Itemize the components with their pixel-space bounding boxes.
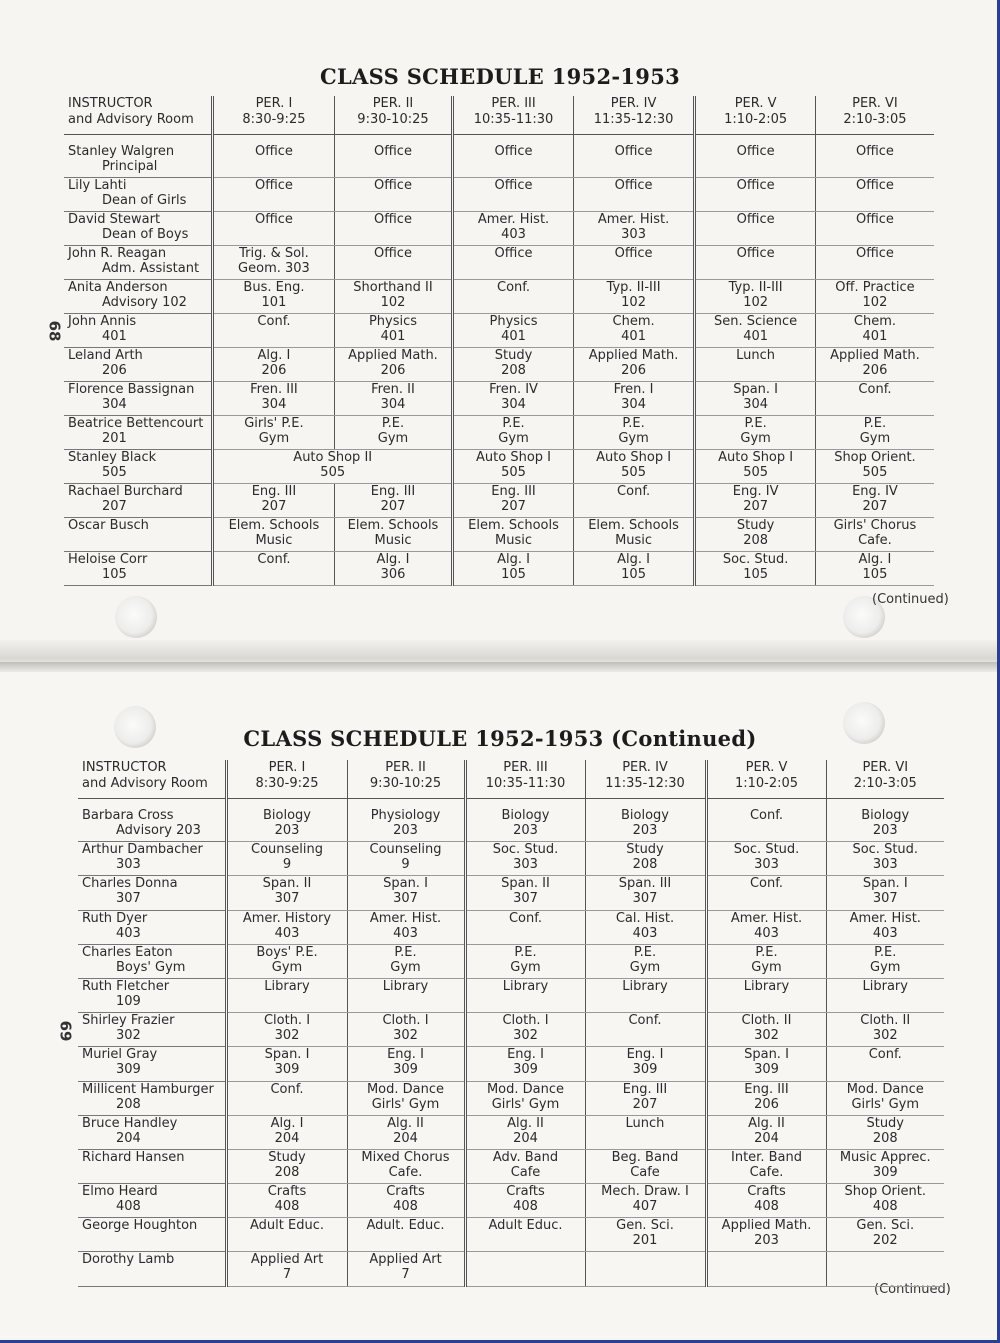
- schedule-cell: Study 208: [453, 348, 574, 382]
- schedule-cell: Adult. Educ.: [347, 1218, 465, 1252]
- schedule-cell: Gen. Sci. 201: [585, 1218, 706, 1252]
- page-number: 69: [56, 1020, 75, 1042]
- schedule-cell: Lunch: [585, 1115, 706, 1149]
- schedule-cell: Library: [706, 978, 826, 1012]
- schedule-cell: Office: [815, 212, 934, 246]
- table-row: [64, 280, 934, 314]
- schedule-cell: Inter. Band Cafe.: [706, 1149, 826, 1183]
- schedule-cell: [826, 1252, 944, 1286]
- schedule-cell: Eng. III 207: [334, 484, 453, 518]
- header-row: [64, 96, 934, 134]
- table-row: [64, 484, 934, 518]
- schedule-cell: Library: [226, 978, 347, 1012]
- schedule-cell: Cal. Hist. 403: [585, 910, 706, 944]
- schedule-cell: P.E. Gym: [815, 416, 934, 450]
- schedule-cell: Auto Shop I 505: [695, 450, 816, 484]
- table-row: [78, 910, 944, 944]
- instructor-cell: Arthur Dambacher 303: [78, 842, 226, 876]
- punch-hole-icon: [843, 702, 885, 744]
- schedule-cell: Study 208: [585, 842, 706, 876]
- period-header: PER. II 9:30-10:25: [334, 96, 453, 134]
- schedule-cell: Counseling 9: [347, 842, 465, 876]
- schedule-cell: Study 208: [826, 1115, 944, 1149]
- schedule-cell: Biology 203: [826, 808, 944, 842]
- schedule-cell: Bus. Eng. 101: [213, 280, 335, 314]
- schedule-cell: Shop Orient. 408: [826, 1184, 944, 1218]
- schedule-cell: Girls' P.E. Gym: [213, 416, 335, 450]
- schedule-cell: Cloth. I 302: [347, 1013, 465, 1047]
- instructor-cell: Stanley Walgren Principal: [64, 144, 213, 178]
- schedule-cell: Conf.: [585, 1013, 706, 1047]
- schedule-cell: Office: [573, 144, 695, 178]
- schedule-cell: Biology 203: [465, 808, 585, 842]
- schedule-cell: Office: [453, 178, 574, 212]
- schedule-cell: Soc. Stud. 303: [706, 842, 826, 876]
- table-row: [64, 348, 934, 382]
- table-row: [78, 944, 944, 978]
- instructor-cell: Stanley Black 505: [64, 450, 213, 484]
- schedule-cell: Mod. Dance Girls' Gym: [465, 1081, 585, 1115]
- instructor-cell: John R. Reagan Adm. Assistant: [64, 246, 213, 280]
- table-row: [78, 1047, 944, 1081]
- instructor-cell: Richard Hansen: [78, 1149, 226, 1183]
- schedule-cell: Eng. III 206: [706, 1081, 826, 1115]
- schedule-cell: Span. II 307: [226, 876, 347, 910]
- instructor-cell: Elmo Heard 408: [78, 1184, 226, 1218]
- schedule-cell: P.E. Gym: [826, 944, 944, 978]
- schedule-cell: Conf.: [465, 910, 585, 944]
- schedule-cell: Office: [815, 144, 934, 178]
- book-fold-shadow: [0, 662, 1000, 672]
- schedule-cell: Applied Math. 206: [334, 348, 453, 382]
- schedule-cell: Eng. I 309: [585, 1047, 706, 1081]
- schedule-cell: Amer. Hist. 403: [706, 910, 826, 944]
- instructor-cell: Millicent Hamburger 208: [78, 1081, 226, 1115]
- punch-hole-icon: [115, 596, 157, 638]
- instructor-cell: Charles Eaton Boys' Gym: [78, 944, 226, 978]
- schedule-cell: Auto Shop I 505: [453, 450, 574, 484]
- schedule-cell: Span. III 307: [585, 876, 706, 910]
- instructor-cell: Beatrice Bettencourt 201: [64, 416, 213, 450]
- schedule-cell: Auto Shop I 505: [573, 450, 695, 484]
- table-row: [64, 314, 934, 348]
- schedule-cell: Study 208: [695, 518, 816, 552]
- schedule-cell: P.E. Gym: [585, 944, 706, 978]
- schedule-cell: Physics 401: [334, 314, 453, 348]
- table-row: [78, 1218, 944, 1252]
- period-header: PER. VI 2:10-3:05: [815, 96, 934, 134]
- schedule-cell: Office: [573, 178, 695, 212]
- schedule-table-68: [64, 96, 934, 586]
- instructor-cell: Ruth Fletcher 109: [78, 978, 226, 1012]
- schedule-cell: Applied Math. 203: [706, 1218, 826, 1252]
- schedule-cell: Cloth. I 302: [465, 1013, 585, 1047]
- table-row: [64, 178, 934, 212]
- instructor-cell: Muriel Gray 309: [78, 1047, 226, 1081]
- schedule-cell: Trig. & Sol. Geom. 303: [213, 246, 335, 280]
- schedule-cell: Eng. III 207: [453, 484, 574, 518]
- schedule-cell: P.E. Gym: [706, 944, 826, 978]
- schedule-cell: Alg. I 206: [213, 348, 335, 382]
- schedule-cell: Crafts 408: [465, 1184, 585, 1218]
- schedule-cell: Soc. Stud. 105: [695, 552, 816, 586]
- table-row: [64, 144, 934, 178]
- schedule-cell: Fren. IV 304: [453, 382, 574, 416]
- schedule-cell: Music Apprec. 309: [826, 1149, 944, 1183]
- table-row: [78, 876, 944, 910]
- instructor-cell: Florence Bassignan 304: [64, 382, 213, 416]
- schedule-cell: Office: [695, 178, 816, 212]
- period-header: PER. II 9:30-10:25: [347, 760, 465, 798]
- schedule-cell: Library: [347, 978, 465, 1012]
- schedule-cell: Soc. Stud. 303: [465, 842, 585, 876]
- table-row: [78, 1081, 944, 1115]
- schedule-cell: Library: [465, 978, 585, 1012]
- instructor-cell: Oscar Busch: [64, 518, 213, 552]
- schedule-cell: Mech. Draw. I 407: [585, 1184, 706, 1218]
- schedule-cell: Elem. Schools Music: [334, 518, 453, 552]
- table-row: [78, 1252, 944, 1286]
- schedule-cell: Chem. 401: [573, 314, 695, 348]
- schedule-cell: P.E. Gym: [465, 944, 585, 978]
- schedule-cell: Alg. II 204: [347, 1115, 465, 1149]
- schedule-cell: Amer. History 403: [226, 910, 347, 944]
- schedule-cell: Applied Art 7: [226, 1252, 347, 1286]
- schedule-cell: Alg. I 204: [226, 1115, 347, 1149]
- instructor-cell: John Annis 401: [64, 314, 213, 348]
- schedule-cell: Shop Orient. 505: [815, 450, 934, 484]
- instructor-header: INSTRUCTOR and Advisory Room: [64, 96, 213, 134]
- schedule-cell: Conf.: [815, 382, 934, 416]
- schedule-cell: Office: [213, 144, 335, 178]
- schedule-cell: Elem. Schools Music: [213, 518, 335, 552]
- schedule-cell: Amer. Hist. 403: [826, 910, 944, 944]
- schedule-cell: [585, 1252, 706, 1286]
- schedule-cell: Alg. I 105: [815, 552, 934, 586]
- schedule-cell: Eng. I 309: [465, 1047, 585, 1081]
- schedule-cell: Eng. I 309: [347, 1047, 465, 1081]
- schedule-cell: Span. I 307: [347, 876, 465, 910]
- table-row: [78, 842, 944, 876]
- header-row: [78, 760, 944, 798]
- schedule-cell: Applied Art 7: [347, 1252, 465, 1286]
- schedule-cell: Office: [334, 178, 453, 212]
- schedule-cell: P.E. Gym: [453, 416, 574, 450]
- schedule-cell: Physiology 203: [347, 808, 465, 842]
- schedule-cell: Adult Educ.: [465, 1218, 585, 1252]
- schedule-cell: Girls' Chorus Cafe.: [815, 518, 934, 552]
- schedule-cell: Beg. Band Cafe: [585, 1149, 706, 1183]
- schedule-cell: Span. II 307: [465, 876, 585, 910]
- schedule-cell: Conf.: [826, 1047, 944, 1081]
- schedule-cell: Conf.: [226, 1081, 347, 1115]
- instructor-header: INSTRUCTOR and Advisory Room: [78, 760, 226, 798]
- page-number: 68: [45, 320, 64, 342]
- schedule-cell: P.E. Gym: [347, 944, 465, 978]
- schedule-cell-span: Auto Shop II 505: [213, 450, 453, 484]
- schedule-cell: Chem. 401: [815, 314, 934, 348]
- schedule-cell: Crafts 408: [347, 1184, 465, 1218]
- schedule-cell: Office: [695, 212, 816, 246]
- schedule-cell: Library: [585, 978, 706, 1012]
- schedule-cell: Office: [695, 144, 816, 178]
- schedule-cell: Eng. III 207: [213, 484, 335, 518]
- schedule-cell: Office: [695, 246, 816, 280]
- header-divider: [64, 134, 934, 144]
- instructor-cell: Heloise Corr 105: [64, 552, 213, 586]
- schedule-cell: Biology 203: [585, 808, 706, 842]
- schedule-cell: Conf.: [573, 484, 695, 518]
- schedule-cell: Alg. II 204: [706, 1115, 826, 1149]
- schedule-cell: Typ. II-III 102: [573, 280, 695, 314]
- schedule-cell: Span. I 307: [826, 876, 944, 910]
- schedule-cell: Off. Practice 102: [815, 280, 934, 314]
- schedule-cell: Sen. Science 401: [695, 314, 816, 348]
- schedule-cell: Amer. Hist. 403: [347, 910, 465, 944]
- schedule-cell: Eng. IV 207: [695, 484, 816, 518]
- schedule-cell: Crafts 408: [706, 1184, 826, 1218]
- schedule-cell: Counseling 9: [226, 842, 347, 876]
- instructor-cell: George Houghton: [78, 1218, 226, 1252]
- period-header: PER. IV 11:35-12:30: [585, 760, 706, 798]
- instructor-cell: Bruce Handley 204: [78, 1115, 226, 1149]
- schedule-cell: Span. I 309: [226, 1047, 347, 1081]
- table-row: [64, 552, 934, 586]
- instructor-cell: David Stewart Dean of Boys: [64, 212, 213, 246]
- schedule-cell: Cloth. II 302: [826, 1013, 944, 1047]
- table-row: [78, 1013, 944, 1047]
- schedule-cell: Physics 401: [453, 314, 574, 348]
- period-header: PER. I 8:30-9:25: [213, 96, 335, 134]
- schedule-cell: Amer. Hist. 303: [573, 212, 695, 246]
- schedule-cell: Soc. Stud. 303: [826, 842, 944, 876]
- period-header: PER. III 10:35-11:30: [465, 760, 585, 798]
- schedule-cell: Lunch: [695, 348, 816, 382]
- schedule-cell: P.E. Gym: [573, 416, 695, 450]
- schedule-cell: Conf.: [213, 314, 335, 348]
- schedule-cell: Conf.: [706, 876, 826, 910]
- schedule-cell: Fren. III 304: [213, 382, 335, 416]
- schedule-cell: Typ. II-III 102: [695, 280, 816, 314]
- schedule-cell: Office: [334, 246, 453, 280]
- table-row: [64, 450, 934, 484]
- table-row: [78, 978, 944, 1012]
- schedule-cell: Crafts 408: [226, 1184, 347, 1218]
- schedule-cell: Applied Math. 206: [573, 348, 695, 382]
- schedule-cell: Gen. Sci. 202: [826, 1218, 944, 1252]
- period-header: PER. V 1:10-2:05: [706, 760, 826, 798]
- continued-note: (Continued): [872, 592, 949, 607]
- schedule-cell: Cloth. I 302: [226, 1013, 347, 1047]
- period-header: PER. VI 2:10-3:05: [826, 760, 944, 798]
- schedule-cell: Biology 203: [226, 808, 347, 842]
- instructor-cell: Charles Donna 307: [78, 876, 226, 910]
- schedule-cell: Office: [334, 212, 453, 246]
- instructor-cell: Ruth Dyer 403: [78, 910, 226, 944]
- period-header: PER. IV 11:35-12:30: [573, 96, 695, 134]
- schedule-cell: Span. I 309: [706, 1047, 826, 1081]
- period-header: PER. V 1:10-2:05: [695, 96, 816, 134]
- schedule-cell: Amer. Hist. 403: [453, 212, 574, 246]
- schedule-cell: Boys' P.E. Gym: [226, 944, 347, 978]
- instructor-cell: Leland Arth 206: [64, 348, 213, 382]
- schedule-cell: Span. I 304: [695, 382, 816, 416]
- table-row: [78, 808, 944, 842]
- schedule-cell: Elem. Schools Music: [453, 518, 574, 552]
- schedule-cell: Mixed Chorus Cafe.: [347, 1149, 465, 1183]
- table-row: [78, 1115, 944, 1149]
- instructor-cell: Barbara Cross Advisory 203: [78, 808, 226, 842]
- schedule-cell: Office: [815, 178, 934, 212]
- schedule-cell: Adult Educ.: [226, 1218, 347, 1252]
- table-row: [64, 212, 934, 246]
- schedule-cell: Alg. I 306: [334, 552, 453, 586]
- schedule-cell: Office: [453, 246, 574, 280]
- schedule-cell: Conf.: [706, 808, 826, 842]
- schedule-cell: Elem. Schools Music: [573, 518, 695, 552]
- schedule-cell: Library: [826, 978, 944, 1012]
- table-row: [78, 1149, 944, 1183]
- schedule-cell: Alg. I 105: [453, 552, 574, 586]
- period-header: PER. I 8:30-9:25: [226, 760, 347, 798]
- schedule-cell: Alg. I 105: [573, 552, 695, 586]
- page-title: CLASS SCHEDULE 1952-1953 (Continued): [243, 726, 757, 751]
- table-row: [64, 518, 934, 552]
- schedule-cell: Adv. Band Cafe: [465, 1149, 585, 1183]
- page-title: CLASS SCHEDULE 1952-1953: [319, 64, 681, 89]
- schedule-cell: Conf.: [453, 280, 574, 314]
- schedule-cell: Office: [213, 212, 335, 246]
- instructor-cell: Anita Anderson Advisory 102: [64, 280, 213, 314]
- schedule-cell: Office: [213, 178, 335, 212]
- schedule-cell: [465, 1252, 585, 1286]
- schedule-cell: P.E. Gym: [334, 416, 453, 450]
- schedule-cell: Office: [334, 144, 453, 178]
- table-row: [64, 382, 934, 416]
- schedule-cell: Study 208: [226, 1149, 347, 1183]
- schedule-cell: Mod. Dance Girls' Gym: [826, 1081, 944, 1115]
- schedule-cell: Fren. II 304: [334, 382, 453, 416]
- instructor-cell: Rachael Burchard 207: [64, 484, 213, 518]
- header-divider: [78, 798, 944, 808]
- schedule-table-69: [78, 760, 944, 1287]
- schedule-cell: [706, 1252, 826, 1286]
- table-row: [64, 416, 934, 450]
- table-row: [78, 1184, 944, 1218]
- schedule-cell: Conf.: [213, 552, 335, 586]
- schedule-cell: Fren. I 304: [573, 382, 695, 416]
- schedule-cell: Applied Math. 206: [815, 348, 934, 382]
- continued-note: (Continued): [874, 1282, 951, 1297]
- schedule-cell: Mod. Dance Girls' Gym: [347, 1081, 465, 1115]
- punch-hole-icon: [114, 706, 156, 748]
- schedule-cell: P.E. Gym: [695, 416, 816, 450]
- instructor-cell: Shirley Frazier 302: [78, 1013, 226, 1047]
- instructor-cell: Dorothy Lamb: [78, 1252, 226, 1286]
- schedule-cell: Office: [573, 246, 695, 280]
- schedule-cell: Alg. II 204: [465, 1115, 585, 1149]
- schedule-cell: Office: [815, 246, 934, 280]
- table-row: [64, 246, 934, 280]
- schedule-cell: Office: [453, 144, 574, 178]
- schedule-cell: Shorthand II 102: [334, 280, 453, 314]
- schedule-cell: Cloth. II 302: [706, 1013, 826, 1047]
- period-header: PER. III 10:35-11:30: [453, 96, 574, 134]
- schedule-cell: Eng. III 207: [585, 1081, 706, 1115]
- schedule-cell: Eng. IV 207: [815, 484, 934, 518]
- instructor-cell: Lily Lahti Dean of Girls: [64, 178, 213, 212]
